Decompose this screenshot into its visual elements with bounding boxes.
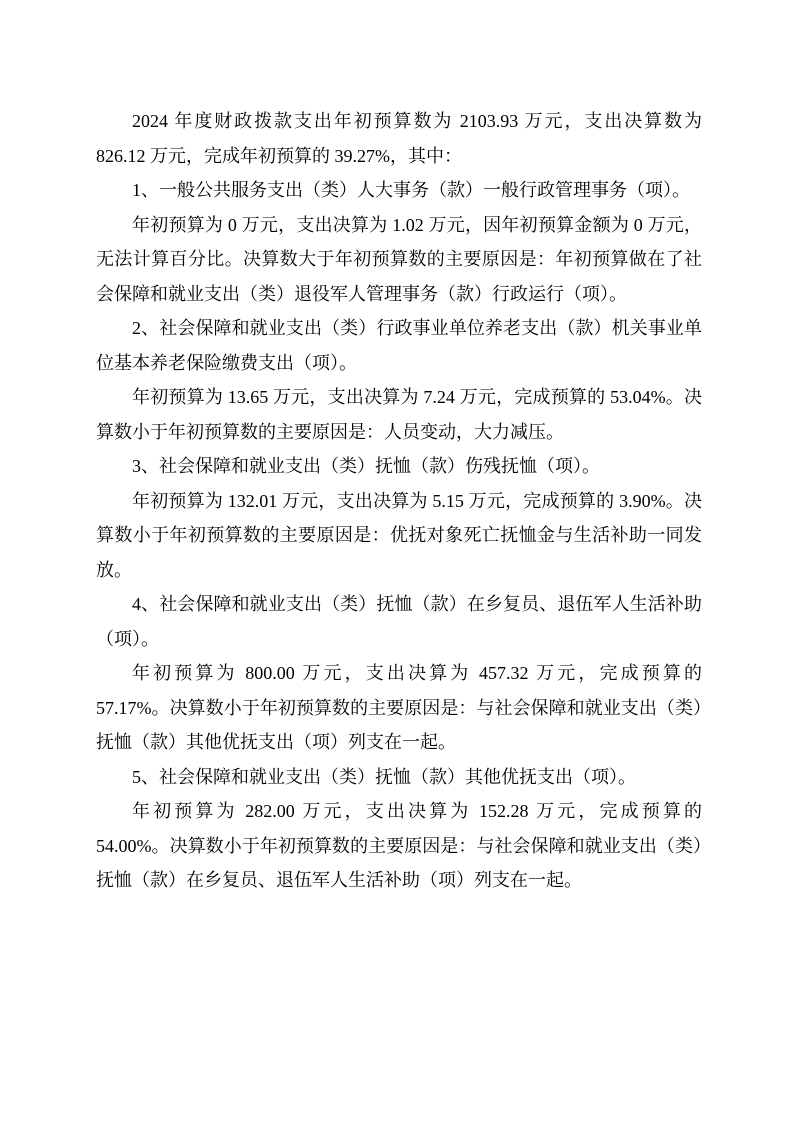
intro-paragraph: 2024 年度财政拨款支出年初预算数为 2103.93 万元，支出决算数为 826.12 万元，完成年初预算的 39.27%，其中： — [96, 111, 702, 166]
item-4-heading: 4、社会保障和就业支出（类）抚恤（款）在乡复员、退伍军人生活补助（项）。 — [96, 594, 702, 649]
item-5-heading: 5、社会保障和就业支出（类）抚恤（款）其他优抚支出（项）。 — [132, 766, 636, 787]
item-3-detail: 年初预算为 132.01 万元，支出决算为 5.15 万元，完成预算的 3.90%。决算数小于年初预算数的主要原因是：优抚对象死亡抚恤金与生活补助一同发放。 — [96, 490, 702, 580]
item-2-heading: 2、社会保障和就业支出（类）行政事业单位养老支出（款）机关事业单位基本养老保险缴费支出（项）。 — [96, 318, 702, 373]
item-4-detail: 年初预算为 800.00 万元，支出决算为 457.32 万元，完成预算的 57.17%。决算数小于年初预算数的主要原因是：与社会保障和就业支出（类）抚恤（款）其他优抚支出（项）列支在一起。 — [96, 663, 702, 752]
item-3-heading: 3、社会保障和就业支出（类）抚恤（款）伤残抚恤（项）。 — [132, 456, 600, 476]
item-1-heading: 1、一般公共服务支出（类）人大事务（款）一般行政管理事务（项）。 — [132, 180, 690, 200]
item-1-detail: 年初预算为 0 万元，支出决算为 1.02 万元，因年初预算金额为 0 万元，无法计算百分比。决算数大于年初预算数的主要原因是：年初预算做在了社会保障和就业支出（类）退役军人管理事务（款）行政运行（项）。 — [96, 214, 702, 304]
document-body — [96, 104, 702, 898]
item-2-detail: 年初预算为 13.65 万元，支出决算为 7.24 万元，完成预算的 53.04%。决算数小于年初预算数的主要原因是：人员变动，大力减压。 — [96, 387, 702, 442]
item-5-detail: 年初预算为 282.00 万元，支出决算为 152.28 万元，完成预算的 54.00%。决算数小于年初预算数的主要原因是：与社会保障和就业支出（类）抚恤（款）在乡复员、退伍军人生活补助（项）列支在一起。 — [96, 801, 702, 890]
